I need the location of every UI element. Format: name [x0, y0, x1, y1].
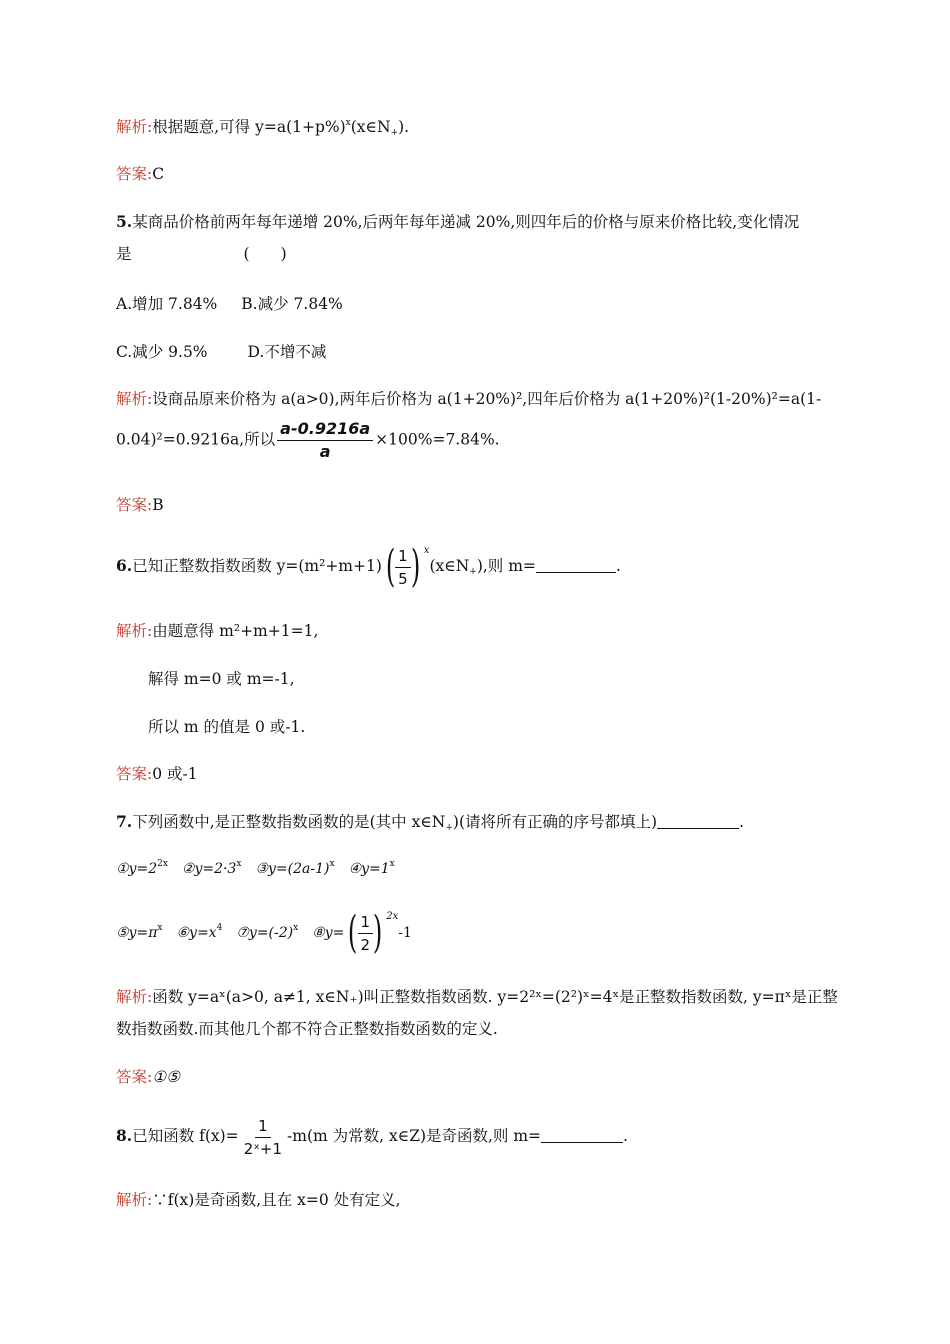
q5-stem-line2: 是 ( )	[116, 245, 287, 263]
option-5[interactable]: $⑤y=\pi^x$	[116, 923, 163, 941]
answer-value: 0 或-1	[152, 765, 198, 783]
fill-blank[interactable]	[536, 558, 616, 573]
option-8[interactable]: ⑧y= ( $\frac{1}{2}$ ) 2x -1	[312, 907, 412, 958]
q5-jiexi-line2: 0.04)²=0.9216a,所以 $\frac{a-0.9216a}{a}$ ×100%=7.84%.	[116, 419, 500, 461]
option-1[interactable]: $①y=2^{2x}$	[116, 859, 168, 877]
answer-value: ①⑤	[152, 1068, 181, 1086]
q4-jiexi: 解析:根据题意,可得 $y=a(1+p\%)^x(x\in N_+)$.	[116, 118, 410, 138]
option-3[interactable]: $③y=(2a-1)^x$	[255, 859, 335, 877]
q7-options-row2	[116, 908, 412, 958]
answer-label: 答案:	[116, 1068, 153, 1086]
option-6[interactable]: $⑥y=x^4$	[176, 923, 223, 941]
option-b[interactable]: B.减少 7.84%	[241, 295, 343, 313]
answer-label: 答案:	[116, 765, 153, 783]
q7-options-row1	[116, 858, 395, 880]
option-7[interactable]: $⑦y=(-2)^x$	[236, 923, 299, 941]
fraction: $\frac{a-0.9216a}{a}$	[277, 418, 373, 463]
q6-jiexi-line3: 所以 m 的值是 0 或-1.	[148, 718, 306, 736]
question-number: 5.	[116, 212, 133, 231]
paren-fraction: ( $\frac{1}{5}$ ) x	[385, 541, 430, 592]
q6-stem: 6.已知正整数指数函数 y=(m²+m+1) ( $\frac{1}{5}$ ) x $(x\in N_+)$,则 m= .	[116, 541, 621, 592]
jiexi-label: 解析:	[116, 622, 153, 640]
fraction: $\frac{1}{\text{2ˣ+1}}$	[243, 1116, 283, 1158]
option-a[interactable]: A.增加 7.84%	[116, 295, 218, 313]
option-d[interactable]: D.不增不减	[247, 343, 327, 361]
option-2[interactable]: $②y=2\cdot 3^x$	[181, 859, 242, 877]
q4-answer	[116, 163, 164, 185]
q7-answer	[116, 1066, 180, 1088]
q5-stem-line1: 5.某商品价格前两年每年递增 20%,后两年每年递减 20%,则四年后的价格与原来价格比较,变化情况	[116, 212, 800, 231]
answer-value: C	[152, 165, 165, 183]
answer-label: 答案:	[116, 496, 153, 514]
q8-stem: 8.已知函数 f(x)= $\frac{1}{\text{2ˣ+1}}$ -m(m 为常数, x∈Z)是奇函数,则 m= .	[116, 1116, 628, 1158]
jiexi-label: 解析:	[116, 118, 153, 136]
q7-jiexi-line2: 数指数函数.而其他几个都不符合正整数指数函数的定义.	[116, 1020, 498, 1038]
jiexi-label: 解析:	[116, 1191, 153, 1209]
q7-jiexi-line1: 解析:函数 y=aˣ(a>0, a≠1, x∈N₊)叫正整数指数函数. y=2²ˣ=(2²)ˣ=4ˣ是正整数指数函数, y=πˣ是正整	[116, 988, 838, 1006]
q5-answer	[116, 494, 164, 516]
question-number: 8.	[116, 1126, 133, 1145]
q5-options-cd	[116, 341, 326, 363]
answer-value: B	[152, 496, 164, 514]
answer-label: 答案:	[116, 165, 153, 183]
question-number: 6.	[116, 556, 133, 575]
q5-options-ab	[116, 293, 343, 315]
q6-jiexi-line2: 解得 m=0 或 m=-1,	[148, 670, 295, 688]
answer-paren: ( )	[243, 245, 287, 263]
option-c[interactable]: C.减少 9.5%	[116, 343, 208, 361]
jiexi-label: 解析:	[116, 390, 153, 408]
paren-fraction: ( $\frac{1}{2}$ ) 2x	[348, 907, 399, 958]
fill-blank[interactable]	[657, 814, 739, 829]
option-4[interactable]: $④y=1^x$	[348, 859, 395, 877]
q6-jiexi-line1: 解析:由题意得 m²+m+1=1,	[116, 622, 319, 640]
jiexi-label: 解析:	[116, 988, 153, 1006]
q7-stem: 7.下列函数中,是正整数指数函数的是(其中 $x\in N_+$)(请将所有正确的序号都填上) .	[116, 812, 745, 833]
q6-answer	[116, 763, 198, 785]
q8-jiexi-line1: 解析:∵f(x)是奇函数,且在 x=0 处有定义,	[116, 1191, 401, 1209]
fill-blank[interactable]	[541, 1128, 623, 1143]
q5-jiexi-line1: 解析:设商品原来价格为 a(a>0),两年后价格为 a(1+20%)²,四年后价格为 a(1+20%)²(1-20%)²=a(1-	[116, 390, 822, 408]
question-number: 7.	[116, 812, 133, 831]
